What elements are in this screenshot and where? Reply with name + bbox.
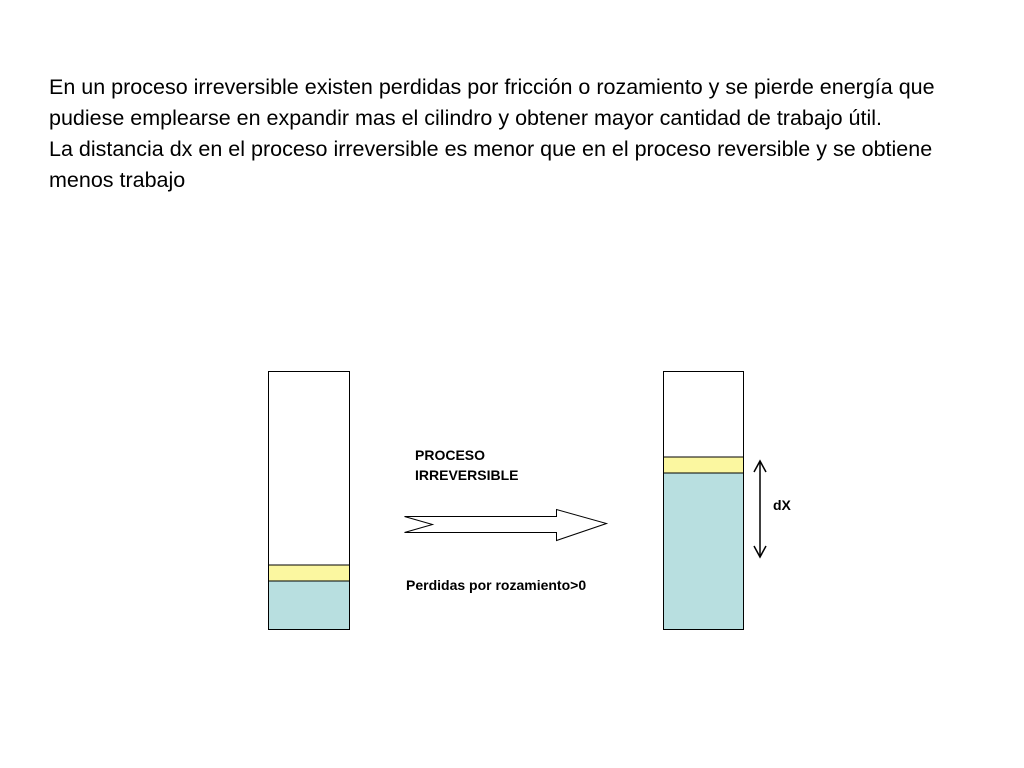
final-piston [664, 457, 744, 473]
dx-label: dX [773, 497, 791, 513]
paragraph-dx-comparison: La distancia dx en el proceso irreversible es menor que en el proceso reversible y se obtiene menos trabajo [49, 137, 933, 192]
initial-cylinder [269, 372, 350, 630]
process-label-line1: PROCESO [415, 447, 486, 463]
process-label-line2: IRREVERSIBLE [415, 467, 519, 483]
losses-label: Perdidas por rozamiento>0 [406, 577, 587, 593]
paragraph-friction-losses: En un proceso irreversible existen perdidas por fricción o rozamiento y se pierde energía que pudiese emplearse en expandir mas el cilindro y obtener mayor cantidad de trabajo útil. [49, 75, 935, 130]
process-arrow-shape [405, 510, 607, 541]
dx-arrow [754, 461, 766, 557]
final-gas [664, 473, 744, 630]
process-arrow [405, 510, 607, 541]
initial-piston [269, 565, 350, 581]
initial-gas [269, 581, 350, 630]
final-cylinder [664, 372, 744, 630]
